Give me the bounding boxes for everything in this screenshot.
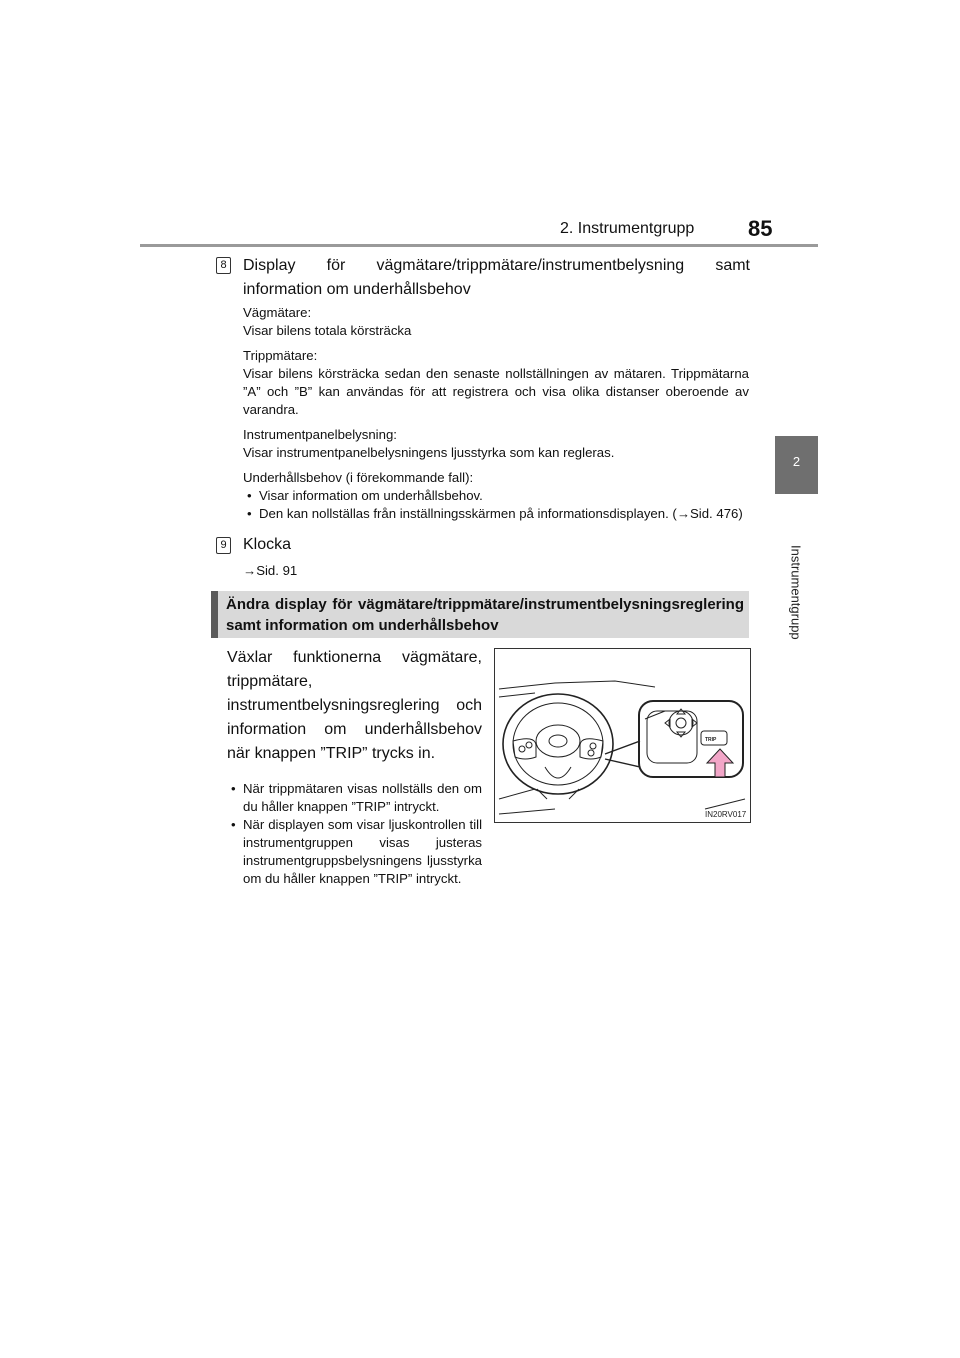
- trip-text: Visar bilens körsträcka sedan den senaste nollställningen av mätaren. Trippmätarna ”A” och ”B” kan användas för att registrera och visa olika distanser oberoende av varandra.: [243, 366, 749, 417]
- chapter-tab-number: 2: [792, 454, 801, 469]
- item-8-body: [243, 304, 749, 523]
- figure-code: IN20RV017: [705, 810, 747, 819]
- item-8-title: Display för vägmätare/trippmätare/instrumentbelysning samt information om underhållsbehov: [243, 257, 750, 298]
- trip-label: Trippmätare:: [243, 348, 318, 363]
- steering-wheel-illustration: [495, 649, 750, 822]
- list-item: • Den kan nollställas från inställningsskärmen på informationsdisplayen. (→Sid. 476): [243, 505, 749, 523]
- section-intro: Växlar funktionerna vägmätare, trippmätare, instrumentbelysningsreglering och information om underhållsbehov när knappen ”TRIP” trycks in.: [227, 649, 482, 762]
- item-9-title: Klocka: [243, 536, 292, 553]
- section-accent: [211, 591, 218, 638]
- running-header-section: 2. Instrumentgrupp: [560, 220, 695, 237]
- steering-wheel-figure: [494, 648, 751, 823]
- trip-button-label: TRIP: [705, 737, 717, 743]
- page-number: 85: [748, 216, 773, 241]
- maintenance-list: [243, 487, 749, 523]
- odometer-label: Vägmätare:: [243, 305, 312, 320]
- maintenance-label: Underhållsbehov (i förekommande fall):: [243, 470, 474, 485]
- list-item: • Visar information om underhållsbehov.: [243, 487, 749, 505]
- press-arrow-icon: [707, 749, 733, 777]
- odometer-text: Visar bilens totala körsträcka: [243, 323, 412, 338]
- list-item: • När trippmätaren visas nollställs den om du håller knappen ”TRIP” intryckt.: [227, 780, 482, 816]
- panel-label: Instrumentpanelbelysning:: [243, 427, 397, 442]
- header-rule: [140, 244, 818, 247]
- item-8: [216, 254, 750, 302]
- section-notes: [227, 780, 482, 888]
- section-heading: [211, 591, 749, 638]
- item-9-marker: 9: [216, 537, 231, 554]
- item-8-marker: 8: [216, 257, 231, 274]
- panel-text: Visar instrumentpanelbelysningens ljusstyrka som kan regleras.: [243, 445, 615, 460]
- item-9-ref: →Sid. 91: [243, 563, 298, 578]
- section-title: Ändra display för vägmätare/trippmätare/instrumentbelysningsreglering samt information om underhållsbehov: [226, 596, 744, 634]
- chapter-side-title: Instrumentgrupp: [788, 545, 804, 640]
- list-item: • När displayen som visar ljuskontrollen till instrumentgruppen visas justeras instrumentgruppsbelysningens ljusstyrka om du håller knappen ”TRIP” intryckt.: [227, 816, 482, 888]
